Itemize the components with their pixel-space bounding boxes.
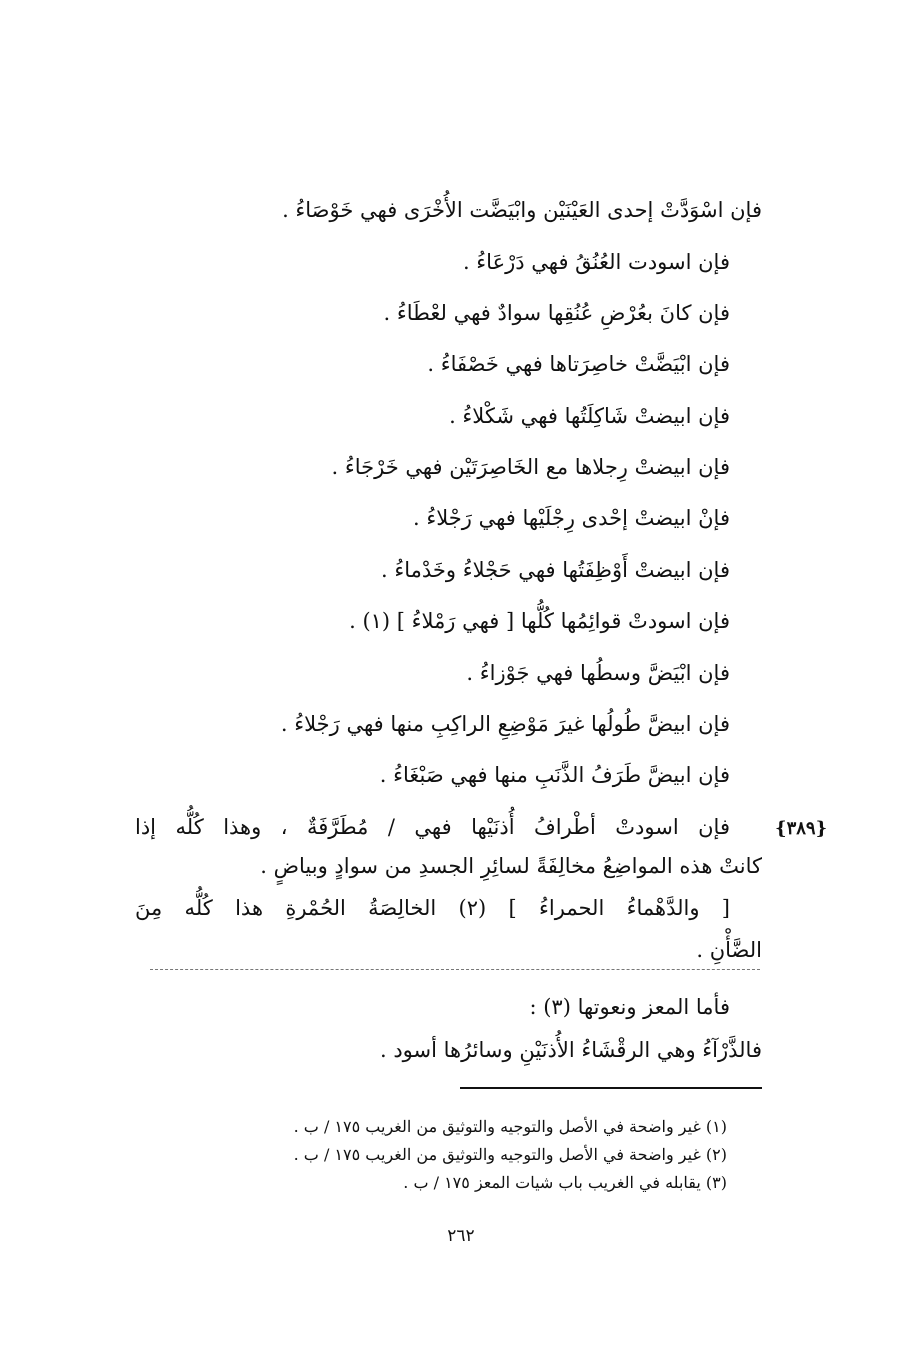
text-line: فإن ابيضتْ شَاكِلَتُها فهي شَكْلاءُ . — [449, 404, 730, 428]
text-line: فإن ابيضَّ طَرَفُ الذَّنَبِ منها فهي صَبْغَاءُ . — [379, 763, 730, 787]
text-line: فإن اسودتْ قوائِمُها كُلُّها [ فهي رَمْلاءُ ] (١) . — [349, 609, 730, 633]
text-line: فإن ابيضتْ رِجلاها مع الخَاصِرَتَيْن فهي خَرْجَاءُ . — [331, 455, 730, 479]
text-line: كانتْ هذه المواضِعُ مخالِفَةً لسائِرِ الجسدِ من سوادٍ وبياضٍ . — [260, 854, 762, 878]
text-line: فإن اسودتْ أطْرافُ أُذنَيْها فهي / مُطَرَّفَةٌ ، وهذا كُلُّه إذا — [135, 815, 730, 839]
section-separator — [150, 969, 760, 970]
text-line: [ والدَّهْماءُ الحمراءُ ] (٢) الخالِصَةُ الحُمْرةِ هذا كُلُّه مِنَ — [135, 896, 730, 920]
text-line: فإن ابيضتْ أَوْظِفَتُها فهي حَجْلاءُ وخَدْماءُ . — [381, 558, 730, 582]
text-line: فالذَّرْآءُ وهي الرقْشَاءُ الأُذنَيْنِ وسائرُها أسود . — [379, 1038, 762, 1062]
text-line: فإن كانَ بعُرْضِ عُنُقِها سوادٌ فهي لعْطَاءُ . — [383, 301, 730, 325]
text-line: فإن ابيضَّ طُولُها غيرَ مَوْضِعِ الراكِبِ منها فهي رَجْلاءُ . — [280, 712, 730, 736]
footnote: (٢) غير واضحة في الأصل والتوجيه والتوثيق من الغريب ١٧٥ / ب . — [293, 1145, 727, 1164]
footnote: (٣) يقابله في الغريب باب شيات المعز ١٧٥ / ب . — [403, 1173, 727, 1192]
marginal-page-reference: {٣٨٩} — [775, 818, 828, 839]
text-line: فإن اسودت العُنُقُ فهي دَرْعَاءُ . — [462, 250, 730, 274]
footnote: (١) غير واضحة في الأصل والتوجيه والتوثيق من الغريب ١٧٥ / ب . — [293, 1117, 727, 1136]
text-line: فإن ابْيَضَّ وسطُها فهي جَوْزاءُ . — [466, 661, 730, 685]
text-line: فإن ابْيَضَّتْ خاصِرَتاها فهي خَصْفَاءُ . — [427, 352, 730, 376]
text-line: الضَّأْنِ . — [696, 938, 762, 962]
page-number: ٢٦٢ — [447, 1226, 475, 1246]
text-line: فإن اسْوَدَّتْ إحدى العَيْنَيْن وابْيَضَّت الأُخْرَى فهي خَوْصَاءُ . — [282, 198, 762, 222]
footnote-rule — [460, 1087, 762, 1089]
text-line: فإنْ ابيضتْ إحْدى رِجْلَيْها فهي رَجْلاءُ . — [413, 506, 730, 530]
section-heading: فأما المعز ونعوتها (٣) : — [529, 995, 730, 1019]
